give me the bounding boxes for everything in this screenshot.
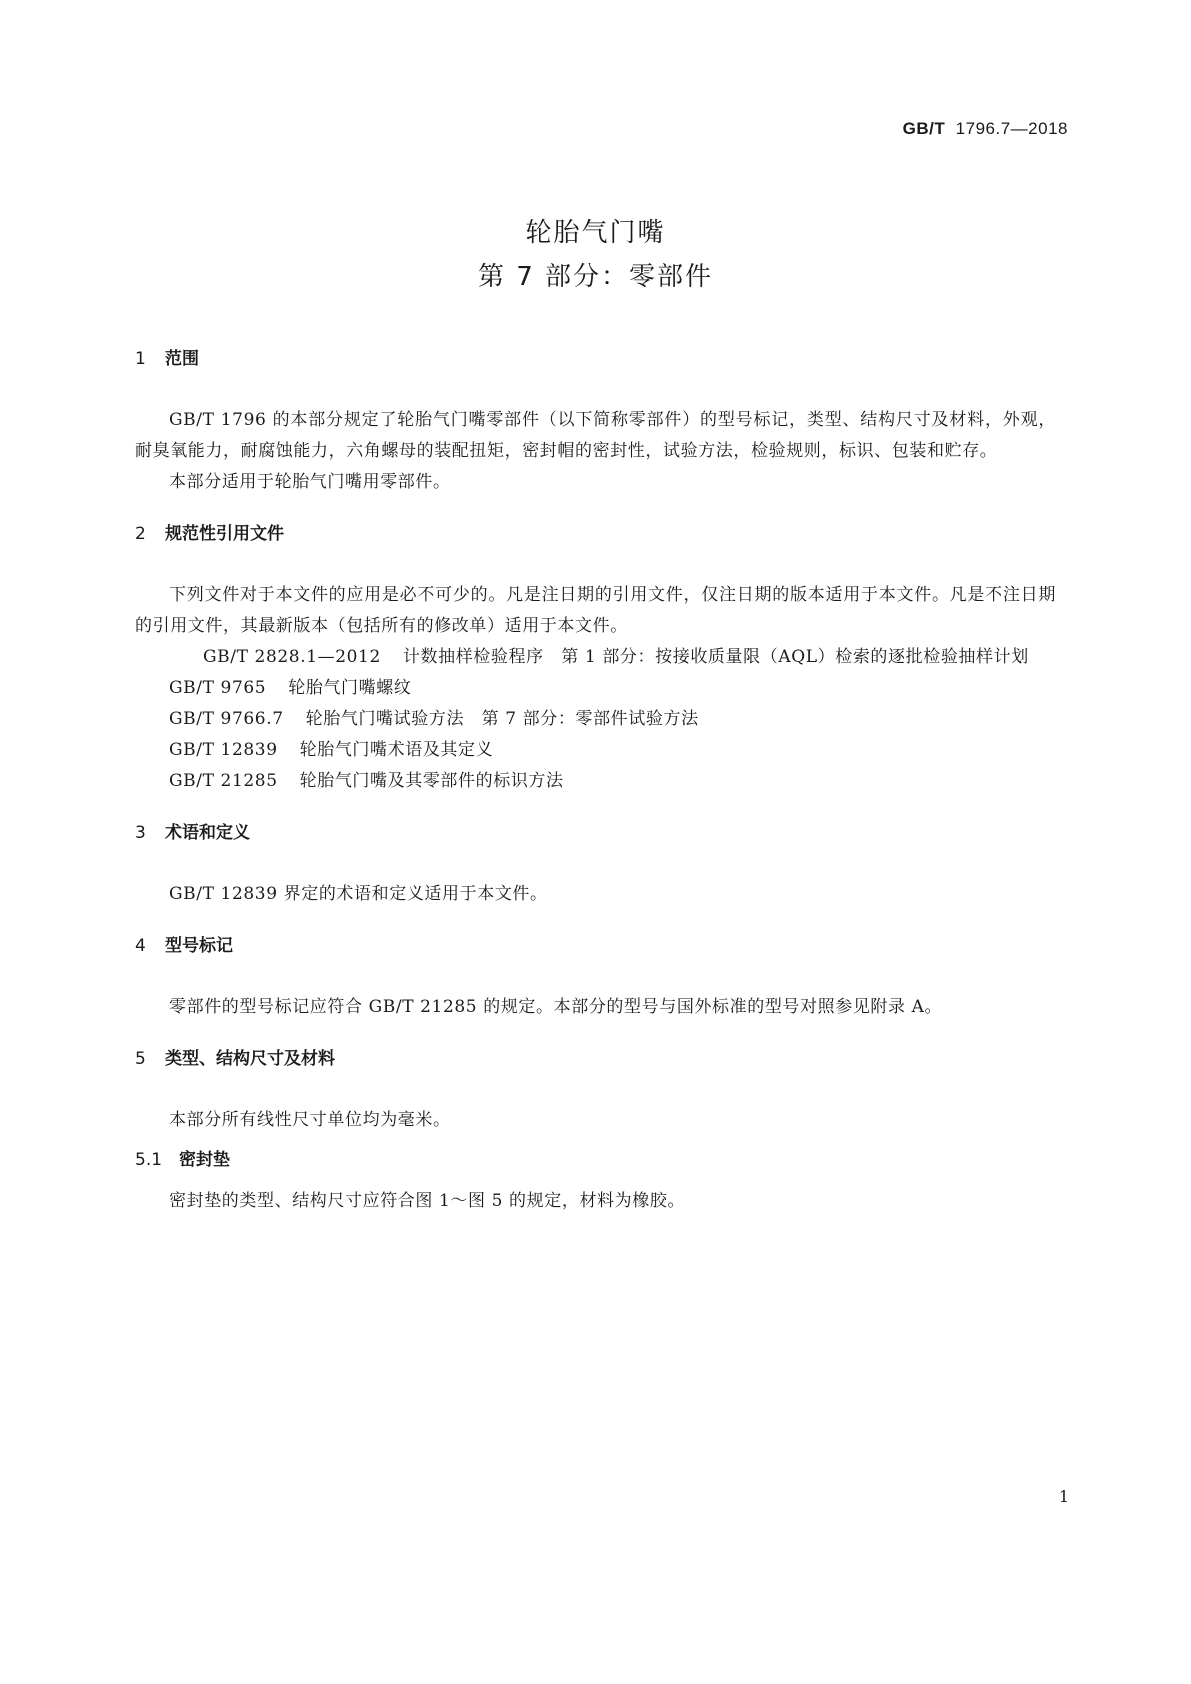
reference-code: GB/T 2828.1—2012 xyxy=(203,647,381,667)
reference-title: 轮胎气门嘴螺纹 xyxy=(288,678,412,698)
standard-code-prefix: GB/T xyxy=(902,119,946,138)
document-title: 轮胎气门嘴 xyxy=(525,218,666,248)
section-number: 1 xyxy=(135,349,146,369)
page-number: 1 xyxy=(1058,1487,1069,1506)
paragraph: GB/T 12839 界定的术语和定义适用于本文件。 xyxy=(169,884,548,904)
reference-item xyxy=(135,704,1056,735)
reference-title: 轮胎气门嘴术语及其定义 xyxy=(299,740,494,760)
reference-item xyxy=(135,735,1056,766)
standard-code-number: 1796.7—2018 xyxy=(955,119,1068,138)
reference-title: 轮胎气门嘴及其零部件的标识方法 xyxy=(299,771,564,791)
paragraph: 本部分所有线性尺寸单位均为毫米。 xyxy=(169,1110,451,1130)
section-number: 3 xyxy=(135,823,146,843)
section-title: 类型、结构尺寸及材料 xyxy=(165,1049,335,1069)
section-heading-4 xyxy=(135,930,1056,962)
subsection-number: 5.1 xyxy=(135,1150,163,1170)
reference-title: 轮胎气门嘴试验方法 第 7 部分：零部件试验方法 xyxy=(305,709,699,729)
section-title: 规范性引用文件 xyxy=(165,524,284,544)
section-number: 2 xyxy=(135,524,146,544)
paragraph: 下列文件对于本文件的应用是必不可少的。凡是注日期的引用文件，仅注日期的版本适用于本文件。凡是不注日期的引用文件，其最新版本（包括所有的修改单）适用于本文件。 xyxy=(135,585,1056,636)
section-number: 5 xyxy=(135,1049,146,1069)
paragraph: GB/T 1796 的本部分规定了轮胎气门嘴零部件（以下简称零部件）的型号标记，类型、结构尺寸及材料，外观，耐臭氧能力，耐腐蚀能力，六角螺母的装配扭矩，密封帽的密封性，试验方法，检验规则，标识、包装和贮存。 xyxy=(135,410,1056,461)
section-title: 术语和定义 xyxy=(165,823,250,843)
section-heading-1 xyxy=(135,343,1056,375)
reference-title: 计数抽样检验程序 第 1 部分：按接收质量限（AQL）检索的逐批检验抽样计划 xyxy=(402,647,1029,667)
reference-code: GB/T 21285 xyxy=(169,771,278,791)
section-title: 型号标记 xyxy=(165,936,233,956)
paragraph: 零部件的型号标记应符合 GB/T 21285 的规定。本部分的型号与国外标准的型号对照参见附录 A。 xyxy=(169,997,943,1017)
paragraph: 密封垫的类型、结构尺寸应符合图 1～图 5 的规定，材料为橡胶。 xyxy=(169,1191,686,1211)
section-heading-2 xyxy=(135,518,1056,550)
reference-code: GB/T 9765 xyxy=(169,678,267,698)
reference-code: GB/T 9766.7 xyxy=(169,709,284,729)
subsection-heading-5-1 xyxy=(135,1144,1056,1176)
reference-item xyxy=(135,642,1056,673)
subsection-title: 密封垫 xyxy=(179,1150,230,1170)
standard-code xyxy=(903,119,1068,139)
reference-code: GB/T 12839 xyxy=(169,740,278,760)
paragraph: 本部分适用于轮胎气门嘴用零部件。 xyxy=(169,472,451,492)
section-title: 范围 xyxy=(165,349,199,369)
document-body xyxy=(135,343,1056,1217)
section-number: 4 xyxy=(135,936,146,956)
reference-item xyxy=(135,673,1056,704)
section-heading-3 xyxy=(135,817,1056,849)
section-heading-5 xyxy=(135,1043,1056,1075)
reference-item xyxy=(135,766,1056,797)
document-subtitle: 第 7 部分：零部件 xyxy=(477,262,714,292)
